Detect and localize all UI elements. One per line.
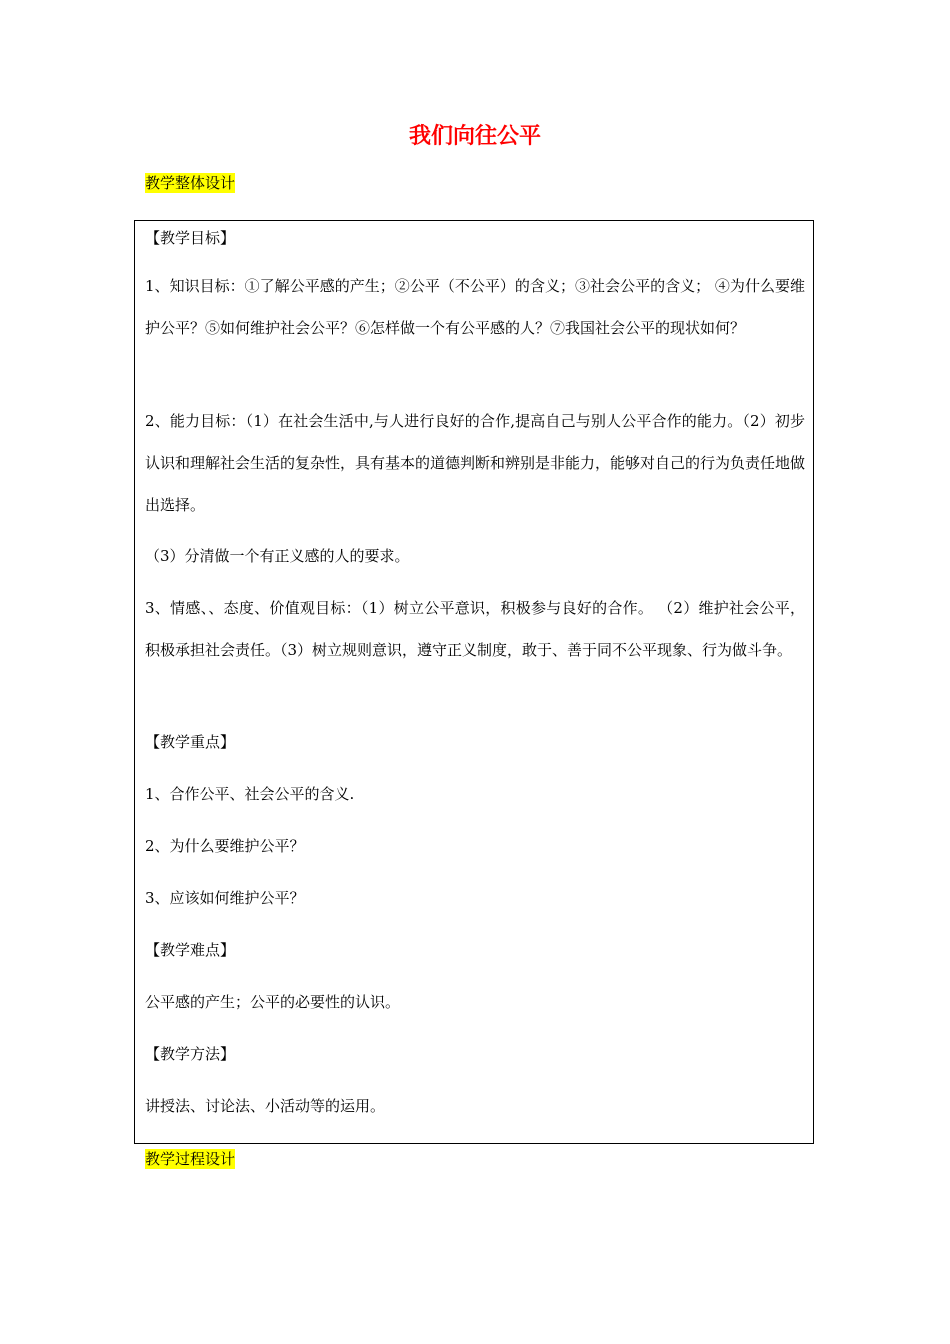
key-points-heading: 【教学重点】 [145,733,236,751]
objectives-heading: 【教学目标】 [145,229,236,247]
difficulties-text: 公平感的产生；公平的必要性的认识。 [145,993,401,1011]
page-title: 我们向往公平 [408,124,541,149]
objective-ability: 2、能力目标：（1）在社会生活中,与人进行良好的合作,提高自己与别人公平合作的能力。（2）初步认识和理解社会生活的复杂性，具有基本的道德判断和辨别是非能力，能够对自己的行为负责任地做出选择。 [145,412,806,514]
key-point-item: 2、为什么要维护公平？ [145,837,305,855]
difficulties-heading: 【教学难点】 [145,941,236,959]
objective-knowledge: 1、知识目标：①了解公平感的产生；②公平（不公平）的含义；③社会公平的含义； ④为什么要维护公平？⑤如何维护社会公平？⑥怎样做一个有公平感的人？⑦我国社会公平的现状如何？ [145,277,805,337]
section-heading-process-design: 教学过程设计 [145,1150,236,1168]
objective-emotion: 3、情感、、态度、价值观目标：（1）树立公平意识，积极参与良好的合作。 （2）维护社会公平，积极承担社会责任。（3）树立规则意识，遵守正义制度，敢于、善于同不公平现象、行为做斗争。 [145,599,805,659]
content-box [134,220,814,1144]
objective-ability-3: （3）分清做一个有正义感的人的要求。 [145,547,410,565]
methods-heading: 【教学方法】 [145,1045,236,1063]
key-point-item: 3、应该如何维护公平？ [145,889,305,907]
section-heading-overall-design: 教学整体设计 [145,174,236,192]
key-point-item: 1、合作公平、社会公平的含义. [145,785,355,803]
methods-text: 讲授法、讨论法、小活动等的运用。 [145,1097,386,1115]
